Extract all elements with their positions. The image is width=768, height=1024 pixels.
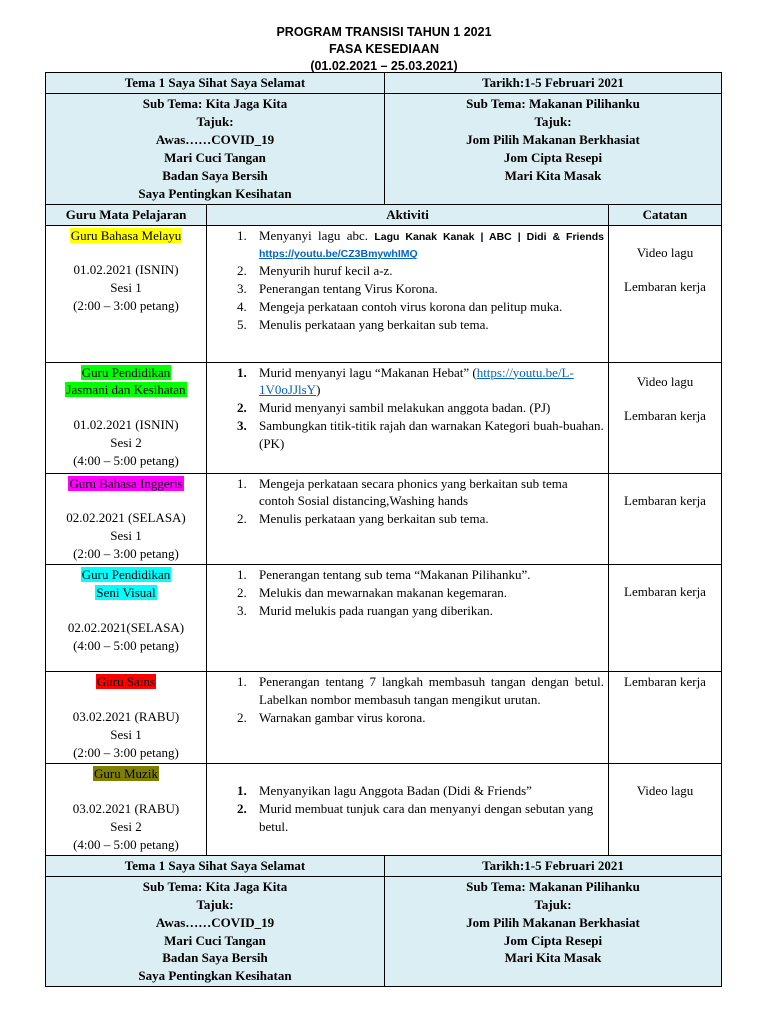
activity-item: 2. Melukis dan mewarnakan makanan kegemaran. xyxy=(237,585,507,601)
theme-detail-row xyxy=(46,93,722,204)
activity-item: 1. Menyanyi lagu abc. Lagu Kanak Kanak | ABC | Didi & Friends https://youtu.be/CZ3BmywhIMQ xyxy=(237,227,604,261)
activity-cell xyxy=(207,473,609,565)
teacher-subject: Jasmani dan Kesihatan xyxy=(66,382,186,398)
teacher-cell xyxy=(46,565,207,672)
activity-item: 5. Menulis perkataan yang berkaitan sub tema. xyxy=(237,317,489,333)
activity-cell xyxy=(207,764,609,856)
lesson-session: Sesi 1 xyxy=(110,280,142,296)
subtheme-line: Sub Tema: Kita Jaga Kita xyxy=(142,878,288,894)
lesson-date: 02.02.2021(SELASA) xyxy=(67,620,185,636)
activity-list xyxy=(211,782,604,836)
table-row xyxy=(46,672,722,764)
activity-item: 3. Murid melukis pada ruangan yang diberikan. xyxy=(237,603,493,619)
teacher-cell xyxy=(46,225,207,362)
note-item: Lembaran kerja xyxy=(624,279,706,295)
subtheme-left xyxy=(46,93,385,204)
teacher-subject: Guru Sains xyxy=(96,674,156,690)
subtheme-line: Mari Cuci Tangan xyxy=(164,932,266,948)
note-item: Lembaran kerja xyxy=(624,674,706,690)
lesson-session: Sesi 2 xyxy=(110,435,142,451)
column-header-row xyxy=(46,204,722,225)
table-row xyxy=(46,565,722,672)
table-row xyxy=(46,764,722,856)
notes-cell xyxy=(609,225,722,362)
teacher-subject: Seni Visual xyxy=(96,585,156,601)
lesson-session: Sesi 2 xyxy=(110,818,142,834)
subtheme-right xyxy=(385,93,722,204)
activity-list xyxy=(211,364,604,454)
note-item: Video lagu xyxy=(636,244,694,260)
note-item: Lembaran kerja xyxy=(624,492,706,508)
subtheme-line: Mari Cuci Tangan xyxy=(164,149,266,165)
theme-title: Tema 1 Saya Sihat Saya Selamat xyxy=(46,855,385,876)
subtheme-left xyxy=(46,876,385,987)
subtheme-line: Jom Cipta Resepi xyxy=(503,932,603,948)
subtheme-line: Mari Kita Masak xyxy=(504,950,602,966)
lesson-date: 01.02.2021 (ISNIN) xyxy=(73,417,179,433)
teacher-subject: Guru Bahasa Melayu xyxy=(70,227,182,243)
table-row xyxy=(46,225,722,362)
video-link[interactable]: https://youtu.be/CZ3BmywhIMQ xyxy=(259,248,418,261)
activity-cell xyxy=(207,225,609,362)
activity-item: 1. Mengeja perkataan secara phonics yang berkaitan sub tema contoh Sosial distancing,Washing hands xyxy=(237,475,568,509)
note-item: Lembaran kerja xyxy=(624,584,706,600)
subtheme-line: Saya Pentingkan Kesihatan xyxy=(138,185,292,201)
subtheme-line: Jom Pilih Makanan Berkhasiat xyxy=(466,914,640,930)
subtheme-line: Mari Kita Masak xyxy=(504,167,602,183)
activity-item: 2. Warnakan gambar virus korona. xyxy=(237,710,426,726)
subtheme-line: Badan Saya Bersih xyxy=(162,950,268,966)
activity-cell xyxy=(207,565,609,672)
subtheme-line: Awas……COVID_19 xyxy=(155,914,275,930)
activity-item: 1. Penerangan tentang sub tema “Makanan Pilihanku”. xyxy=(237,567,531,583)
activity-cell xyxy=(207,362,609,473)
document-header xyxy=(0,24,768,75)
note-item: Video lagu xyxy=(636,373,694,389)
notes-cell xyxy=(609,362,722,473)
lesson-date: 03.02.2021 (RABU) xyxy=(72,709,180,725)
notes-cell xyxy=(609,672,722,764)
teacher-cell xyxy=(46,672,207,764)
lesson-date: 01.02.2021 (ISNIN) xyxy=(73,262,179,278)
table-row xyxy=(46,362,722,473)
subtheme-line: Sub Tema: Makanan Pilihanku xyxy=(466,878,640,894)
subtheme-line: Tajuk: xyxy=(534,113,572,129)
subtheme-line: Sub Tema: Makanan Pilihanku xyxy=(466,95,640,111)
theme-detail-row xyxy=(46,876,722,987)
activity-list xyxy=(211,475,604,529)
activity-item: 2. Menyurih huruf kecil a-z. xyxy=(237,263,393,279)
lesson-date: 02.02.2021 (SELASA) xyxy=(66,510,186,526)
activity-list xyxy=(211,227,604,335)
subtheme-line: Badan Saya Bersih xyxy=(162,167,268,183)
theme-title-row xyxy=(46,855,722,876)
notes-cell xyxy=(609,764,722,856)
header-title: PROGRAM TRANSISI TAHUN 1 2021 xyxy=(276,25,492,39)
activity-list xyxy=(211,566,604,620)
lesson-time: (4:00 – 5:00 petang) xyxy=(73,638,179,654)
activity-item: 3. Sambungkan titik-titik rajah dan warnakan Kategori buah-buahan. (PK) xyxy=(237,418,604,452)
teacher-subject: Guru Pendidikan xyxy=(81,364,171,380)
column-header-activity: Aktiviti xyxy=(207,204,609,225)
teacher-subject: Guru Muzik xyxy=(94,766,158,781)
schedule-table xyxy=(45,72,722,987)
note-item: Lembaran kerja xyxy=(624,408,706,424)
lesson-time: (4:00 – 5:00 petang) xyxy=(73,836,179,852)
subtheme-line: Sub Tema: Kita Jaga Kita xyxy=(142,95,288,111)
teacher-cell xyxy=(46,764,207,856)
notes-cell xyxy=(609,473,722,565)
lesson-session: Sesi 1 xyxy=(110,528,142,544)
activity-item: 1. Murid menyanyi lagu “Makanan Hebat” (https://youtu.be/L-1V0oJJlsY) xyxy=(237,364,574,398)
subtheme-right xyxy=(385,876,722,987)
lesson-time: (2:00 – 3:00 petang) xyxy=(73,546,179,562)
subtheme-line: Saya Pentingkan Kesihatan xyxy=(138,968,292,984)
lesson-time: (2:00 – 3:00 petang) xyxy=(73,745,179,761)
activity-item: 2. Murid menyanyi sambil melakukan anggota badan. (PJ) xyxy=(237,400,551,416)
activity-item: 1. Menyanyikan lagu Anggota Badan (Didi & Friends” xyxy=(237,783,532,798)
subtheme-line: Tajuk: xyxy=(196,113,234,129)
subtheme-line: Jom Pilih Makanan Berkhasiat xyxy=(466,131,640,147)
activity-item: 3. Penerangan tentang Virus Korona. xyxy=(237,281,438,297)
header-date-range: (01.02.2021 – 25.03.2021) xyxy=(310,59,458,73)
activity-item: 1. Penerangan tentang 7 langkah membasuh tangan dengan betul. Labelkan nombor membasuh tangan mengikut urutan. xyxy=(237,674,604,708)
subtheme-line: Jom Cipta Resepi xyxy=(503,149,603,165)
note-item: Video lagu xyxy=(636,783,694,798)
lesson-time: (4:00 – 5:00 petang) xyxy=(73,453,179,469)
teacher-subject: Guru Bahasa Inggeris xyxy=(69,475,183,491)
subtheme-line: Tajuk: xyxy=(534,896,572,912)
video-link[interactable]: https://youtu.be/L-1V0oJJlsY xyxy=(259,364,574,398)
activity-item: 2. Murid membuat tunjuk cara dan menyanyi dengan sebutan yang betul. xyxy=(237,800,594,834)
theme-title-row xyxy=(46,73,722,94)
lesson-time: (2:00 – 3:00 petang) xyxy=(73,298,179,314)
table-row xyxy=(46,473,722,565)
teacher-cell xyxy=(46,362,207,473)
activity-item: 2. Menulis perkataan yang berkaitan sub tema. xyxy=(237,511,489,527)
subtheme-line: Awas……COVID_19 xyxy=(155,131,275,147)
date-range-title: Tarikh:1-5 Februari 2021 xyxy=(385,855,722,876)
header-phase: FASA KESEDIAAN xyxy=(329,42,439,56)
theme-title: Tema 1 Saya Sihat Saya Selamat xyxy=(46,73,385,94)
teacher-cell xyxy=(46,473,207,565)
lesson-session: Sesi 1 xyxy=(110,727,142,743)
column-header-teacher: Guru Mata Pelajaran xyxy=(46,204,207,225)
activity-cell xyxy=(207,672,609,764)
activity-list xyxy=(211,673,604,727)
subtheme-line: Tajuk: xyxy=(196,896,234,912)
activity-item: 4. Mengeja perkataan contoh virus korona dan pelitup muka. xyxy=(237,299,563,315)
notes-cell xyxy=(609,565,722,672)
lesson-date: 03.02.2021 (RABU) xyxy=(72,800,180,816)
column-header-notes: Catatan xyxy=(609,204,722,225)
teacher-subject: Guru Pendidikan xyxy=(81,567,171,583)
date-range-title: Tarikh:1-5 Februari 2021 xyxy=(385,73,722,94)
